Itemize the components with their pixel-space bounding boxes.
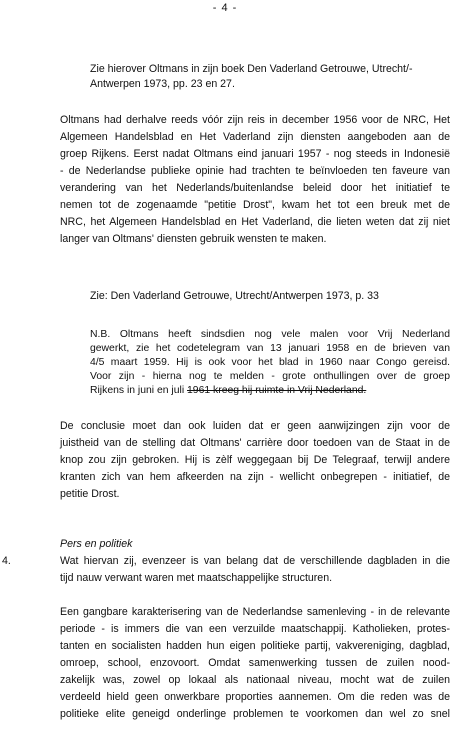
text-line: N.B. Oltmans heeft sindsdien nog vele malen voor Vrij Nederland bbox=[90, 329, 450, 340]
text-line: verandering van het Nederlands/buitenlandse beleid door het initiatief te bbox=[60, 182, 450, 194]
text-line: 4/5 maart 1959. Hij is ook voor het blad in 1960 naar Congo gereisd. bbox=[90, 357, 450, 368]
text-line: 4. bbox=[2, 555, 11, 567]
text-line: petitie Drost. bbox=[60, 488, 120, 500]
text-line: verdeeld hield geen onwerkbare proporties aannemen. Om die reden was de bbox=[60, 691, 450, 703]
text-line: Pers en politiek bbox=[60, 538, 133, 550]
text-line: politieke elite geneigd onderlinge problemen te voorkomen dan wel zo snel bbox=[60, 708, 450, 720]
text-line: tijd nauw verwant waren met maatschappelijke structuren. bbox=[60, 572, 333, 584]
text-line: Oltmans had derhalve reeds vóór zijn reis in december 1956 voor de NRC, Het bbox=[60, 114, 450, 126]
text-plain: Rijkens in juni en juli bbox=[90, 385, 188, 396]
text-line: tanten en socialisten hadden hun eigen politieke partij, vakvereniging, dagblad, bbox=[60, 640, 450, 652]
text-line: knop zou zijn gebroken. Hij is zèlf weggegaan bij De Telegraaf, terwijl andere bbox=[60, 454, 450, 466]
paragraph-3 bbox=[60, 553, 450, 587]
paragraph-2 bbox=[60, 418, 450, 503]
text-line: Een gangbare karakterisering van de Nederlandse samenleving - in de relevante bbox=[60, 606, 450, 618]
text-line: Wat hiervan zij, evenzeer is van belang dat de verschillende dagbladen in die bbox=[60, 555, 450, 567]
section-heading bbox=[60, 536, 450, 553]
page-number: - 4 - bbox=[212, 2, 238, 14]
text-line: Voor zijn - hierna nog te melden - grote onthullingen over de groep bbox=[90, 371, 450, 382]
text-line: groep Rijkens. Eerst nadat Oltmans eind januari 1957 - nog steeds in Indonesië bbox=[60, 148, 450, 160]
text-line: juistheid van de stelling dat Oltmans' carrière door toedoen van de Staat in de bbox=[60, 437, 450, 449]
paragraph-4 bbox=[60, 604, 450, 723]
section-number bbox=[2, 553, 42, 570]
text-line: nemen tot de zogenaamde "petitie Drost", kwam het tot een breuk met de bbox=[60, 199, 450, 211]
footnote-oltmans bbox=[90, 62, 450, 92]
reference-line bbox=[90, 288, 450, 305]
text-line: De conclusie moet dan ook luiden dat er geen aanwijzingen zijn voor de bbox=[60, 420, 450, 432]
note-nb bbox=[90, 328, 450, 398]
text-line: periode - is immers die van een verzuilde maatschappij. Katholieken, protes- bbox=[60, 623, 450, 635]
struck-text: 1961 kreeg hij ruimte in Vrij Nederland. bbox=[187, 385, 367, 396]
text-line: Algemeen Handelsblad en Het Vaderland zijn diensten aangeboden aan de bbox=[60, 131, 450, 143]
text-line: NRC, het Algemeen Handelsblad en Het Vaderland, die lieten weten dat zij niet bbox=[60, 216, 450, 228]
text-line: kranten zich van hem afkeerden na zijn - wellicht onbegrepen - initiatief, de bbox=[60, 471, 450, 483]
text-line: gewerkt, zie het codetelegram van 13 januari 1958 en de brieven van bbox=[90, 343, 450, 354]
text-line: zakelijk was, zowel op lokaal als nationaal niveau, mocht wat de zuilen bbox=[60, 674, 450, 686]
text-line: - de Nederlandse publieke opinie had trachten te beïnvloeden ten faveure van bbox=[60, 165, 450, 177]
text-line: Zie: Den Vaderland Getrouwe, Utrecht/Antwerpen 1973, p. 33 bbox=[90, 290, 379, 302]
text-line: Antwerpen 1973, pp. 23 en 27. bbox=[90, 78, 235, 90]
text-line: Zie hierover Oltmans in zijn boek Den Vaderland Getrouwe, Utrecht/- bbox=[90, 63, 413, 75]
paragraph-1 bbox=[60, 112, 450, 248]
text-line: langer van Oltmans' diensten gebruik wensten te maken. bbox=[60, 233, 327, 245]
text-line: omroep, school, enzovoort. Omdat samenwerking tussen de zuilen nood- bbox=[60, 657, 450, 669]
text-line bbox=[90, 384, 450, 398]
